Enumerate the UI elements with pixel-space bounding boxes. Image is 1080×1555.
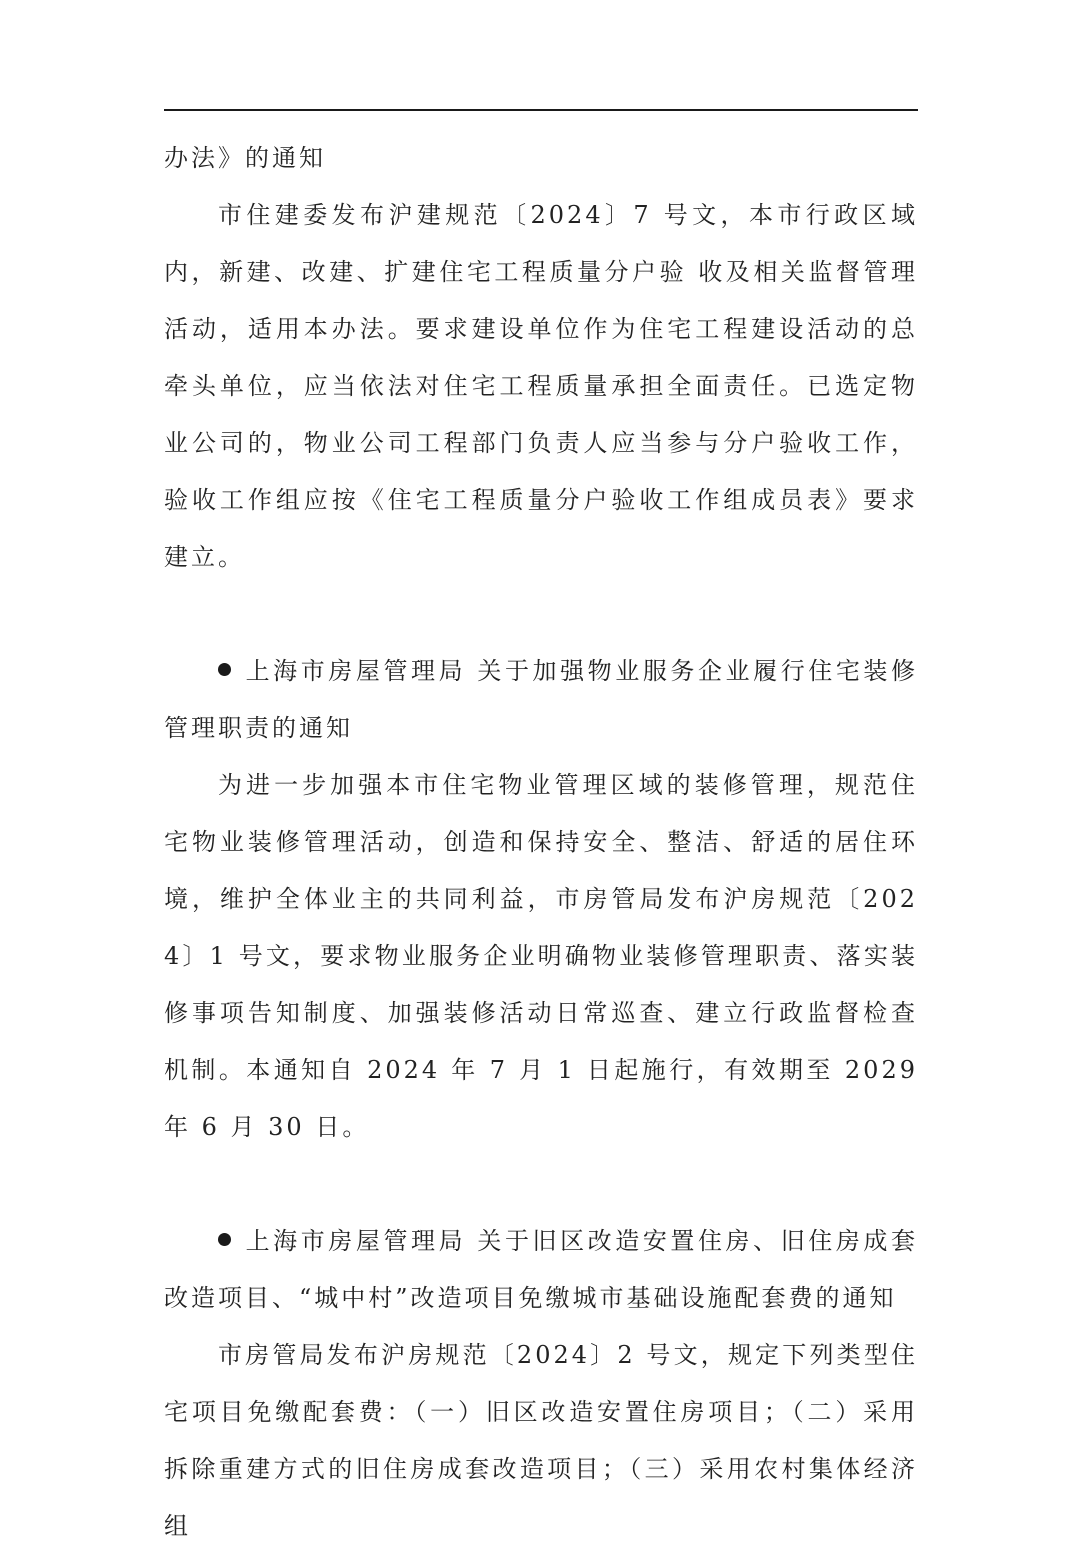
- section2-body: 为进一步加强本市住宅物业管理区域的装修管理，规范住宅物业装修管理活动，创造和保持安全、整洁、舒适的居住环境，维护全体业主的共同利益，市房管局发布沪房规范〔2024〕1 号文，要求物业服务企业明确物业装修管理职责、落实装修事项告知制度、加强装修活动日常巡查、建立行政监督检查机制。本通知自 2024 年 7 月 1 日起施行，有效期至 2029 年 6 月 30 日。: [164, 771, 918, 1141]
- section1-body: 市住建委发布沪建规范〔2024〕7 号文，本市行政区域内，新建、改建、扩建住宅工程质量分户验 收及相关监督管理活动，适用本办法。要求建设单位作为住宅工程建设活动的总牵头单位，应当依法对住宅工程质量承担全面责任。已选定物业公司的，物业公司工程部门负责人应当参与分户验收工作，验收工作组应按《住宅工程质量分户验收工作组成员表》要求建立。: [164, 201, 918, 571]
- document-body: [164, 130, 918, 1555]
- section3-heading-text: 上海市房屋管理局 关于旧区改造安置住房、旧住房成套改造项目、“城中村”改造项目免缴城市基础设施配套费的通知: [164, 1227, 918, 1312]
- continuation-title: 办法》的通知: [164, 144, 326, 172]
- spacer: [164, 586, 918, 643]
- header-rule: [164, 109, 918, 111]
- section3-heading: [164, 1213, 918, 1327]
- section2-heading: [164, 643, 918, 757]
- bullet-icon: [218, 1233, 231, 1246]
- section2-heading-text: 上海市房屋管理局 关于加强物业服务企业履行住宅装修管理职责的通知: [164, 657, 918, 742]
- section3-body: 市房管局发布沪房规范〔2024〕2 号文，规定下列类型住宅项目免缴配套费：（一）旧区改造安置住房项目；（二）采用拆除重建方式的旧住房成套改造项目；（三）采用农村集体经济组: [164, 1341, 918, 1540]
- spacer: [164, 1156, 918, 1213]
- bullet-icon: [218, 663, 231, 676]
